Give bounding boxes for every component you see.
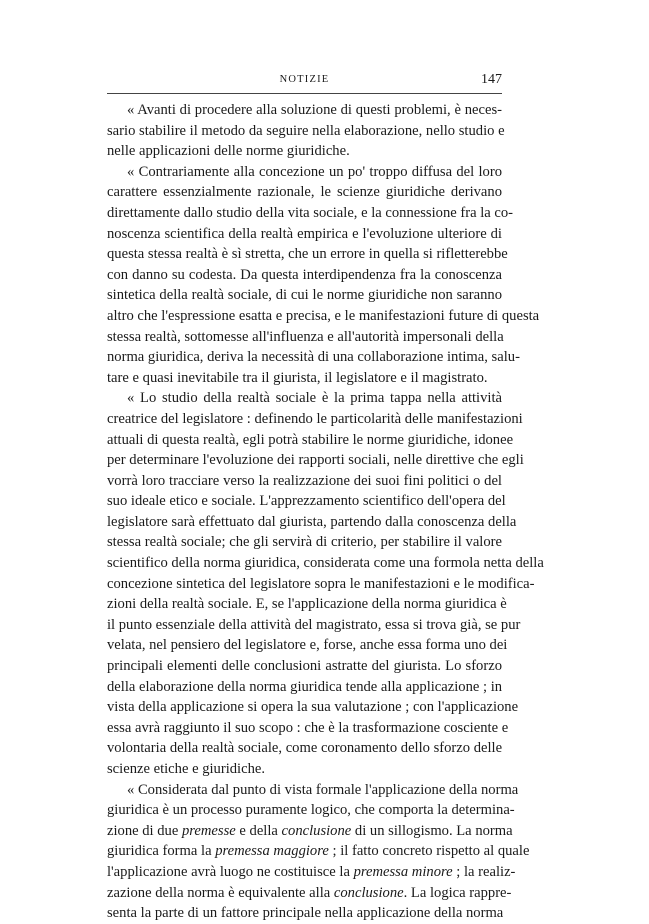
text-run: giuridica forma la (107, 843, 216, 860)
text-line: norma giuridica, deriva la necessità di una collaborazione intima, salu- (107, 349, 520, 366)
text-line: il punto essenziale della attività del magistrato, essa si trova già, se pur (107, 616, 521, 633)
text-line: volontaria della realtà sociale, come coronamento dello sforzo delle (107, 740, 503, 757)
text-line: giuridica è un processo puramente logico, che comporta la determina- (107, 802, 515, 819)
text-line: essa avrà raggiunto il suo scopo : che è la trasformazione cosciente e (107, 719, 509, 736)
text-line: stessa realtà, sottomesse all'influenza e all'autorità impersonali della (107, 328, 504, 345)
text-line: vista della applicazione si opera la sua valutazione ; con l'applicazione (107, 699, 519, 716)
text-line: scientifico della norma giuridica, considerata come una formola netta della (107, 555, 544, 572)
text-line: concezione sintetica del legislatore sopra le manifestazioni e le modifica- (107, 575, 535, 592)
text-run: zazione della norma è equivalente alla (107, 884, 334, 901)
text-run: ; il fatto concreto rispetto al quale (328, 843, 530, 860)
text-line: nelle applicazioni delle norme giuridiche. (107, 143, 350, 160)
text-line: attuali di questa realtà, egli potrà stabilire le norme giuridiche, idonee (107, 431, 514, 448)
running-head (107, 74, 502, 88)
text-line: zioni della realtà sociale. E, se l'applicazione della norma giuridica è (107, 596, 507, 613)
text-line: principali elementi delle conclusioni astratte del giurista. Lo sforzo (107, 658, 502, 675)
italic-term: premessa minore (353, 863, 453, 880)
italic-term: premessa maggiore (215, 843, 329, 860)
text-line: stessa realtà sociale; che gli servirà di criterio, per stabilire il valore (107, 534, 502, 551)
text-line (107, 862, 516, 883)
text-line: « Avanti di procedere alla soluzione di questi problemi, è neces- (127, 102, 502, 118)
text-line: per determinare l'evoluzione dei rapporti sociali, nelle direttive che egli (107, 452, 524, 469)
text-run: e della (235, 822, 282, 839)
text-line: suo ideale etico e sociale. L'apprezzamento scientifico dell'opera del (107, 493, 506, 510)
page-number: 147 (481, 72, 502, 87)
text-run: zione di due (107, 822, 182, 839)
text-line: tare e quasi inevitabile tra il giurista, il legislatore e il magistrato. (107, 369, 488, 386)
header-rule (107, 93, 502, 94)
text-line: scienze etiche e giuridiche. (107, 761, 266, 777)
text-line: con danno su codesta. Da questa interdipendenza fra la conoscenza (107, 266, 502, 283)
text-line: carattere essenzialmente razionale, le scienze giuridiche derivano (107, 184, 502, 201)
text-line: « Considerata dal punto di vista formale l'applicazione della norma (127, 781, 519, 798)
italic-term: premesse (181, 822, 236, 839)
text-run: di un sillogismo. La norma (351, 822, 513, 839)
text-line: questa stessa realtà è sì stretta, che un errore in quella si rifletterebbe (107, 246, 508, 263)
text-line: noscenza scientifica della realtà empirica e l'evoluzione ulteriore di (107, 225, 502, 242)
text-line: « Contrariamente alla concezione un po' troppo diffusa del loro (127, 163, 502, 180)
text-line: legislatore sarà effettuato dal giurista, partendo dalla conoscenza della (107, 513, 517, 530)
text-run: ; la realiz- (452, 863, 516, 880)
text-run: . La logica rappre- (403, 884, 512, 901)
text-line: della elaborazione della norma giuridica tende alla applicazione ; in (107, 678, 503, 695)
text-line: sintetica della realtà sociale, di cui le norme giuridiche non saranno (107, 287, 502, 304)
text-line: « Lo studio della realtà sociale è la prima tappa nella attività (127, 390, 502, 407)
text-line: senta la parte di un fattore principale nella applicazione della norma (107, 905, 504, 922)
text-run: l'applicazione avrà luogo ne costituisce la (107, 863, 354, 880)
italic-term: conclusione (333, 884, 404, 901)
text-line: creatrice del legislatore : definendo le particolarità delle manifestazioni (107, 410, 523, 427)
italic-term: conclusione (281, 822, 352, 839)
text-line (107, 841, 530, 862)
text-line (107, 821, 513, 842)
body-text (107, 100, 544, 924)
text-line: sario stabilire il metodo da seguire nella elaborazione, nello studio e (107, 122, 505, 139)
text-line: direttamente dallo studio della vita sociale, e la connessione fra la co- (107, 204, 514, 221)
text-line: vorrà loro tracciare verso la realizzazione dei suoi fini politici o del (107, 472, 502, 489)
text-line: altro che l'espressione esatta e precisa, e le manifestazioni future di questa (107, 307, 540, 324)
text-line (107, 883, 512, 904)
text-line: velata, nel pensiero del legislatore e, forse, anche essa forma uno dei (107, 637, 508, 654)
running-head-title: NOTIZIE (279, 74, 330, 85)
